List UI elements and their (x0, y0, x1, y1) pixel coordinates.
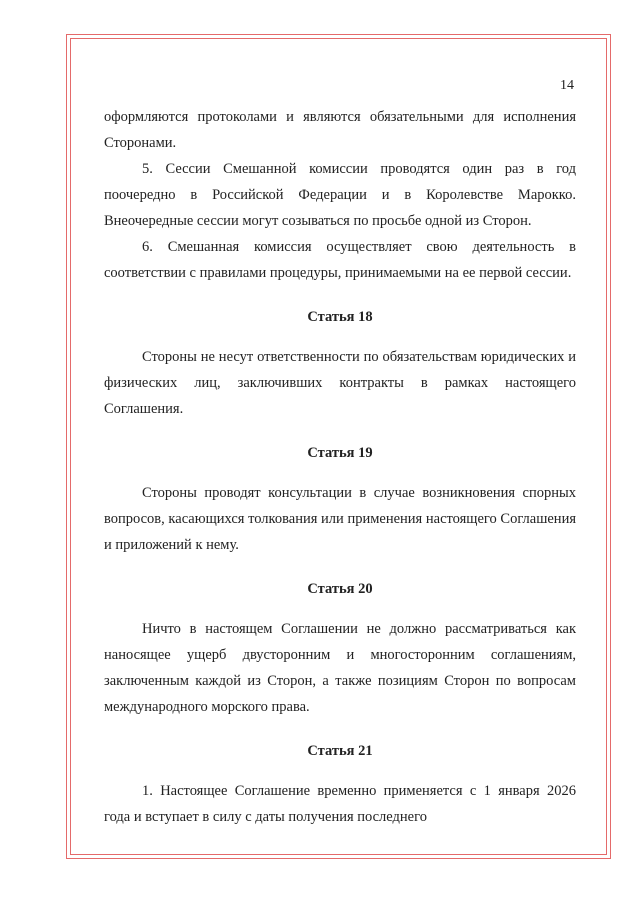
article-20-title: Статья 20 (307, 581, 373, 597)
paragraph-item-5: 5. Сессии Смешанной комиссии проводятся один раз в год поочередно в Российской Федерации и в Королевстве Марокко. Внеочередные сессии могут созываться по просьбе одной из Сторон. (104, 161, 576, 229)
paragraph-item-6: 6. Смешанная комиссия осуществляет свою деятельность в соответствии с правилами процедуры, принимаемыми на ее первой сессии. (104, 239, 576, 281)
article-18-title: Статья 18 (307, 309, 373, 325)
page-number: 14 (560, 78, 574, 93)
article-19-title: Статья 19 (307, 445, 373, 461)
document-body (104, 104, 576, 830)
paragraph-protocols: оформляются протоколами и являются обязательными для исполнения Сторонами. (104, 109, 576, 151)
article-19-text: Стороны проводят консультации в случае возникновения спорных вопросов, касающихся толкования или применения настоящего Соглашения и приложений к нему. (104, 485, 576, 553)
article-21-text: 1. Настоящее Соглашение временно применяется с 1 января 2026 года и вступает в силу с даты получения последнего (104, 783, 576, 825)
article-20-text: Ничто в настоящем Соглашении не должно рассматриваться как наносящее ущерб двусторонним и многосторонним соглашениям, заключенным каждой из Сторон, а также позициям Сторон по вопросам международного морского права. (104, 621, 576, 715)
article-18-text: Стороны не несут ответственности по обязательствам юридических и физических лиц, заключивших контракты в рамках настоящего Соглашения. (104, 349, 576, 417)
article-21-title: Статья 21 (307, 743, 373, 759)
